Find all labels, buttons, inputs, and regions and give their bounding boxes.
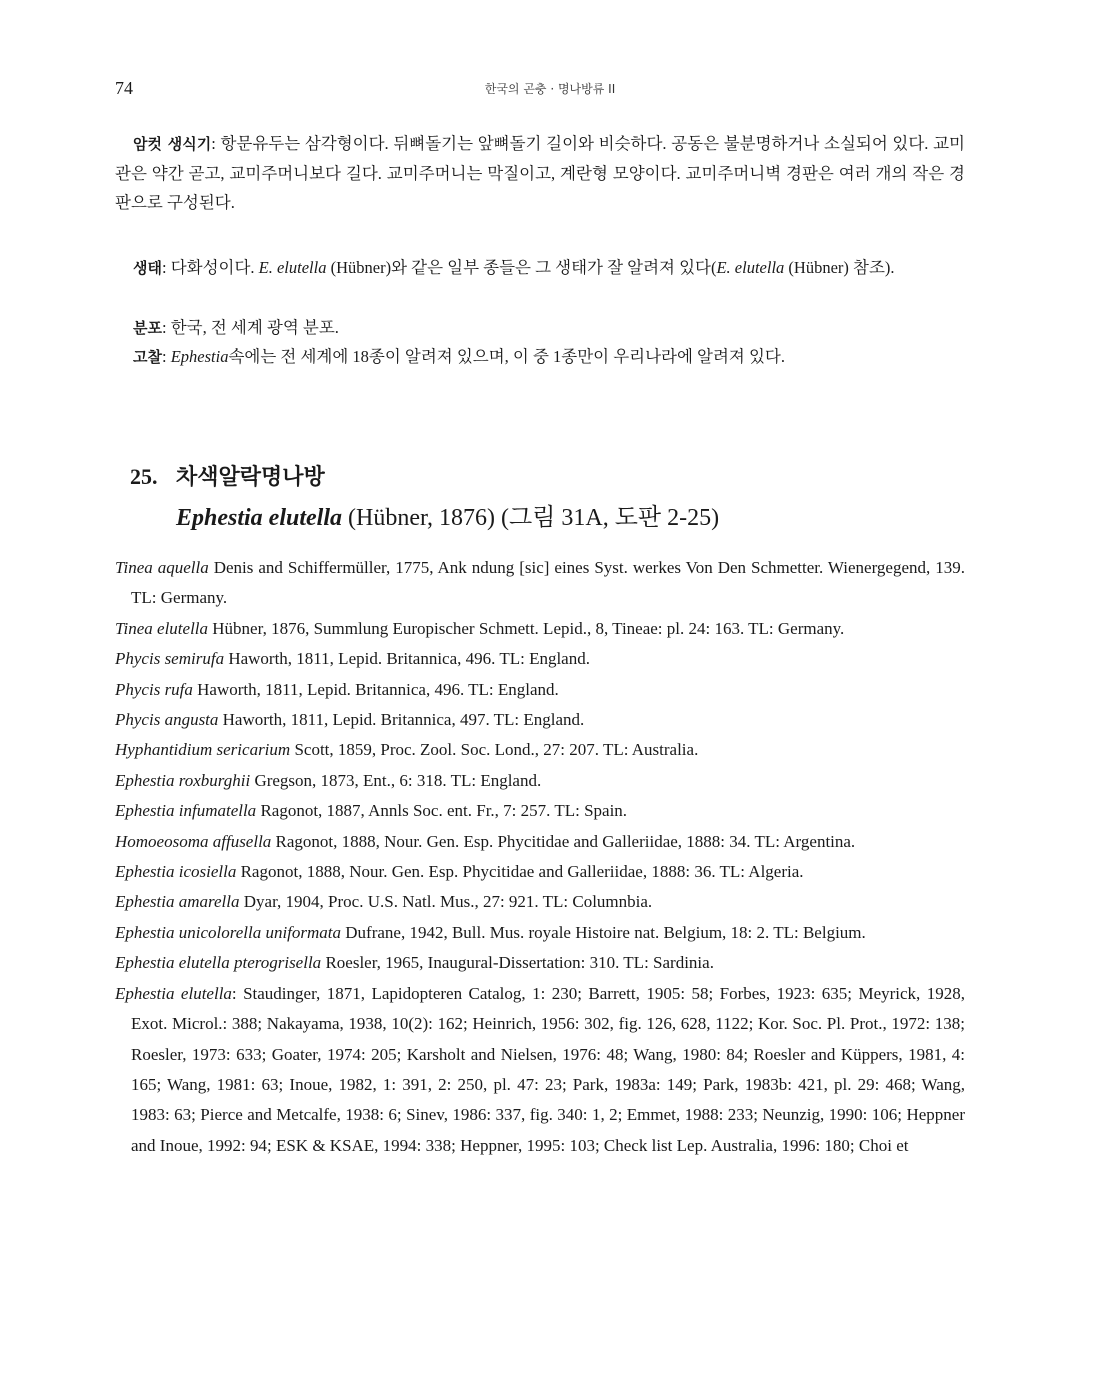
species-ref: E. elutella — [258, 258, 327, 277]
species-scientific-name: Ephestia elutella — [176, 505, 343, 531]
synonym-entry — [115, 553, 965, 614]
synonym-citation: Dyar, 1904, Proc. U.S. Natl. Mus., 27: 921. TL: Columnbia. — [239, 892, 653, 912]
synonym-entry — [115, 705, 965, 735]
synonym-citation: Haworth, 1811, Lepid. Britannica, 496. TL: England. — [224, 649, 590, 669]
ecology-text: (Hübner)와 같은 일부 종들은 그 생태가 잘 알려져 있다( — [326, 258, 717, 277]
synonym-name: Phycis angusta — [115, 710, 219, 730]
synonym-name: Tinea aquella — [115, 558, 209, 577]
synonym-entry — [115, 644, 965, 674]
synonym-entry — [115, 614, 965, 644]
synonym-citation: Ragonot, 1888, Nour. Gen. Esp. Phycitidae and Galleriidae, 1888: 34. TL: Argentina. — [271, 831, 856, 851]
page-number: 74 — [115, 78, 133, 98]
synonym-name: Homoeosoma affusella — [115, 831, 272, 851]
distribution-paragraph — [115, 313, 965, 343]
female-genitalia-label: 암컷 생식기 — [133, 135, 212, 153]
synonym-entry — [115, 766, 965, 796]
synonym-name: Tinea elutella — [115, 618, 209, 638]
synonym-name: Ephestia elutella pterogrisella — [115, 953, 322, 973]
synonym-entry — [115, 796, 965, 826]
synonym-list — [115, 553, 965, 1161]
synonym-citation: Dufrane, 1942, Bull. Mus. royale Histoire nat. Belgium, 18: 2. TL: Belgium. — [341, 922, 866, 942]
synonym-entry — [115, 827, 965, 857]
remarks-paragraph — [115, 342, 965, 372]
synonym-entry — [115, 887, 965, 917]
species-number: 25. — [130, 464, 158, 489]
synonym-entry — [115, 857, 965, 887]
synonym-citation: Hübner, 1876, Summlung Europischer Schmett. Lepid., 8, Tineae: pl. 24: 163. TL: Germany. — [208, 618, 845, 638]
synonym-name: Ephestia unicolorella uniformata — [115, 922, 342, 942]
distribution-label: 분포 — [133, 319, 162, 337]
synonym-citation: Gregson, 1873, Ent., 6: 318. TL: England. — [250, 770, 542, 790]
genus-ref: Ephestia — [170, 347, 229, 366]
remarks-text: 속에는 전 세계에 18종이 알려져 있으며, 이 중 1종만이 우리나라에 알려져 있다. — [228, 347, 785, 366]
ecology-paragraph — [115, 253, 965, 283]
synonym-name: Ephestia roxburghii — [115, 770, 251, 790]
ecology-text: (Hübner) 참조). — [784, 258, 895, 277]
synonym-citation: Haworth, 1811, Lepid. Britannica, 497. TL: England. — [218, 710, 585, 730]
distribution-text: : 한국, 전 세계 광역 분포. — [161, 318, 339, 337]
synonym-name: Ephestia amarella — [115, 892, 240, 912]
synonym-entry — [115, 979, 965, 1161]
synonym-name: Hyphantidium sericarium — [115, 740, 291, 760]
synonym-name: Phycis rufa — [115, 679, 193, 699]
synonym-name: Ephestia elutella — [115, 983, 232, 1003]
synonym-name: Ephestia infumatella — [115, 801, 257, 821]
synonym-name: Phycis semirufa — [115, 649, 225, 669]
synonym-entry — [115, 948, 965, 978]
synonym-citation: Roesler, 1965, Inaugural-Dissertation: 310. TL: Sardinia. — [321, 953, 714, 973]
remarks-label: 고찰 — [133, 348, 162, 366]
synonym-citation: Ragonot, 1887, Annls Soc. ent. Fr., 7: 257. TL: Spain. — [256, 801, 628, 821]
female-genitalia-text: : 항문유두는 삼각형이다. 뒤뼈돌기는 앞뼈돌기 길이와 비슷하다. 공동은 불분명하거나 소실되어 있다. 교미관은 약간 곧고, 교미주머니보다 길다. 교미주머니는 막질이고, 계란형 모양이다. 교미주머니벽 경판은 여러 개의 작은 경판으로 구성된다. — [115, 134, 965, 212]
synonym-citation: Denis and Schiffermüller, 1775, Ank ndung [sic] eines Syst. werkes Von Den Schmetter. Wienergegend, 139. TL: Germany. — [131, 558, 965, 608]
synonym-citation: : Staudinger, 1871, Lapidopteren Catalog, 1: 230; Barrett, 1905: 58; Forbes, 1923: 635; Meyrick, 1928, Exot. Microl.: 388; Nakayama, 1938, 10(2): 162; Heinrich, 1956: 302, fig. 126, 628, 1122; Kor. Soc. Pl. Prot., 1972: 138; Roesler, 1973: 633; Goater, 1974: 205; Karsholt and Nielsen, 1976: 48; Wang, 1980: 84; Roesler and Küppers, 1981, 4: 165; Wang, 1981: 63; Inoue, 1982, 1: 391, 2: 250, pl. 47: 23; Park, 1983a: 149; Park, 1983b: 421, pl. 29: 468; Wang, 1983: 63; Pierce and Metcalfe, 1938: 6; Sinev, 1986: 337, fig. 340: 1, 2; Emmet, 1988: 233; Neunzig, 1990: 106; Heppner and Inoue, 1992: 94; ESK & KSAE, 1994: 338; Heppner, 1995: 103; Check list Lep. Australia, 1996: 180; Choi et — [131, 983, 965, 1155]
species-author: (Hübner, 1876) (그림 31A, 도판 2-25) — [342, 505, 720, 531]
species-heading — [130, 460, 719, 532]
ecology-label: 생태 — [133, 259, 162, 277]
female-genitalia-paragraph — [115, 129, 965, 217]
synonym-entry — [115, 675, 965, 705]
species-ref: E. elutella — [716, 258, 785, 277]
synonym-entry — [115, 918, 965, 948]
synonym-name: Ephestia icosiella — [115, 862, 237, 882]
ecology-text: : 다화성이다. — [161, 258, 259, 277]
synonym-citation: Haworth, 1811, Lepid. Britannica, 496. TL: England. — [192, 679, 559, 699]
species-korean-name: 차색알락명나방 — [176, 464, 325, 490]
synonym-citation: Scott, 1859, Proc. Zool. Soc. Lond., 27: 207. TL: Australia. — [290, 740, 699, 760]
running-header: 한국의 곤충 · 명나방류 II — [484, 82, 616, 96]
synonym-citation: Ragonot, 1888, Nour. Gen. Esp. Phycitidae and Galleriidae, 1888: 36. TL: Algeria. — [236, 862, 804, 882]
synonym-entry — [115, 735, 965, 765]
remarks-text: : — [161, 347, 171, 366]
